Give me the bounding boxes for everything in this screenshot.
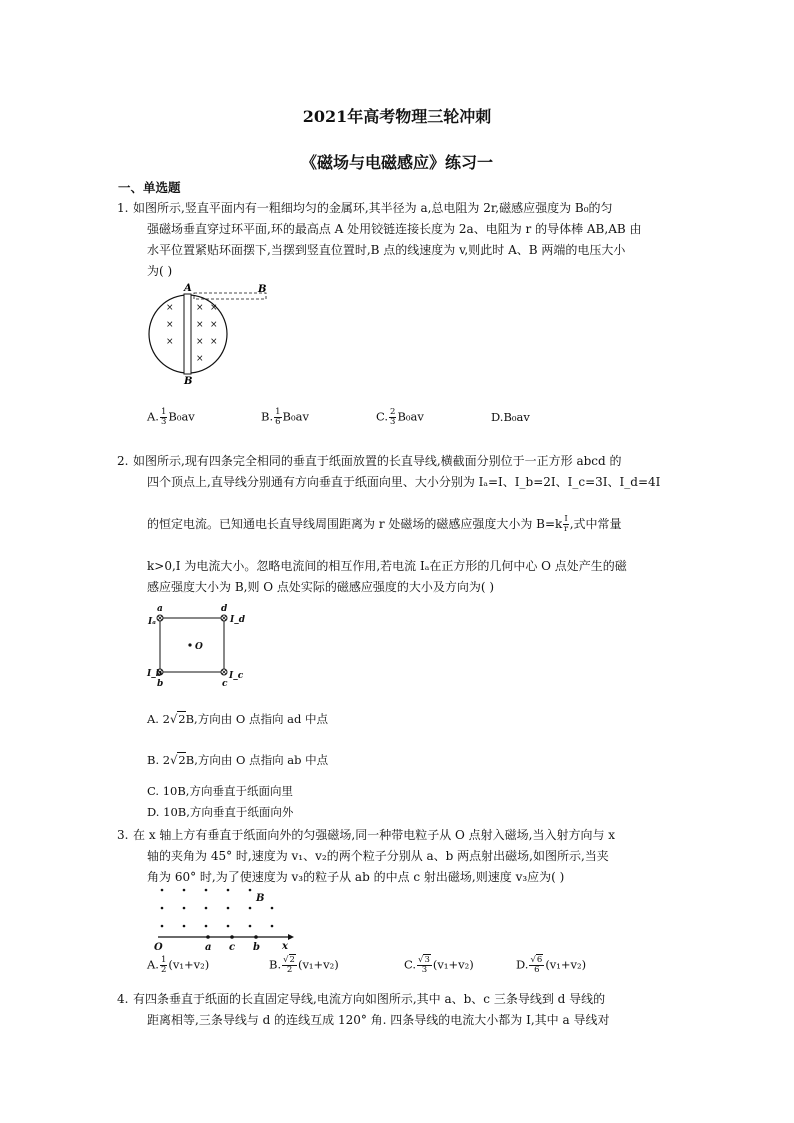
label-ia: Iₐ: [148, 617, 156, 627]
field-cross: ×: [166, 320, 174, 330]
q4-number: 4.: [117, 992, 129, 1006]
section-heading: 一、单选题: [118, 180, 181, 195]
label-b-horizontal: B: [258, 284, 267, 295]
q3-option-d: D. $\frac{√6}{6}$ (v₁+v₂): [516, 955, 587, 975]
label-b: b: [157, 679, 164, 689]
q4-line-1: 有四条垂直于纸面的长直固定导线,电流方向如图所示,其中 a、b、c 三条导线到 d 导线的: [133, 992, 606, 1006]
field-dot: [205, 925, 208, 928]
label-o: O: [154, 942, 163, 952]
label-a: a: [157, 604, 163, 614]
field-dot: [227, 889, 230, 892]
field-dot: [161, 925, 164, 928]
field-dot: [183, 925, 186, 928]
label-d: d: [221, 604, 228, 614]
q2-option-b: B. 2√2B,方向由 O 点指向 ab 中点: [147, 753, 329, 767]
page-subtitle: 《磁场与电磁感应》练习一: [300, 153, 493, 172]
label-ib: I_b: [147, 669, 163, 679]
point-b: [254, 935, 258, 939]
q1-option-c: C. $\frac{2}{3}$ B₀av: [376, 407, 424, 427]
field-cross: ×: [210, 337, 218, 347]
field-cross: ×: [166, 303, 174, 313]
label-a: A: [184, 283, 192, 294]
page-title: 2021年高考物理三轮冲刺: [302, 107, 492, 126]
q2-line-5: 感应强度大小为 B,则 O 点处实际的磁感应强度的大小及方向为( ): [147, 580, 495, 594]
point-c: [230, 935, 234, 939]
q2-option-d: D. 10B,方向垂直于纸面向外: [147, 805, 294, 819]
q1-line-2: 强磁场垂直穿过环平面,环的最高点 A 处用铰链连接长度为 2a、电阻为 r 的导体棒 AB,AB 由: [147, 222, 642, 236]
label-c: c: [229, 942, 236, 952]
field-dot: [227, 907, 230, 910]
label-ic: I_c: [229, 671, 244, 681]
q3-option-b: B. $\frac{√2}{2}$ (v₁+v₂): [269, 955, 339, 975]
rod-horizontal-position: [194, 293, 266, 299]
conductor-rod: [184, 294, 191, 374]
field-cross: ×: [196, 354, 204, 364]
label-x: x: [282, 941, 288, 952]
q2-number: 2.: [117, 454, 129, 468]
field-dot: [249, 907, 252, 910]
field-cross: ×: [210, 320, 218, 330]
label-b: b: [253, 942, 260, 952]
center-point: [188, 643, 191, 646]
field-dot: [161, 907, 164, 910]
field-cross: ×: [210, 303, 218, 313]
x-axis-arrow: [288, 934, 294, 940]
field-cross: ×: [166, 337, 174, 347]
q3-option-c: C. $\frac{√3}{3}$ (v₁+v₂): [404, 955, 474, 975]
label-b-vertical: B: [184, 376, 193, 387]
field-cross: ×: [196, 320, 204, 330]
q3-number: 3.: [117, 828, 129, 842]
q1-line-1: 如图所示,竖直平面内有一粗细均匀的金属环,其半径为 a,总电阻为 2r,磁感应强度为 B₀的匀: [133, 201, 613, 215]
q1-line-3: 水平位置紧贴环面摆下,当摆到竖直位置时,B 点的线速度为 v,则此时 A、B 两端的电压大小: [147, 243, 626, 257]
q1-number: 1.: [117, 201, 129, 215]
q3-option-a: A. $\frac{1}{2}$ (v₁+v₂): [147, 955, 210, 975]
q2-line-2: 四个顶点上,直导线分别通有方向垂直于纸面向里、大小分别为 Iₐ=I、I_b=2I、I_c=3I、I_d=4I: [147, 475, 661, 489]
field-cross: ×: [196, 303, 204, 313]
q2-line-3: 的恒定电流。已知通电长直导线周围距离为 r 处磁场的磁感应强度大小为 B=k $\frac{I}{r}$ ,式中常量: [147, 514, 622, 534]
q2-option-a: A. 2√2B,方向由 O 点指向 ad 中点: [147, 712, 328, 726]
q3-line-1: 在 x 轴上方有垂直于纸面向外的匀强磁场,同一种带电粒子从 O 点射入磁场,当入射方向与 x: [133, 828, 616, 842]
q3-field-figure: [148, 880, 298, 952]
field-dot: [249, 925, 252, 928]
q3-line-2: 轴的夹角为 45° 时,速度为 v₁、v₂的两个粒子分别从 a、b 两点射出磁场,如图所示,当夹: [147, 849, 609, 863]
q1-option-d: D.B₀av: [491, 410, 530, 424]
field-dot: [183, 889, 186, 892]
field-dot: [227, 925, 230, 928]
q2-line-4: k>0,I 为电流大小。忽略电流间的相互作用,若电流 Iₐ在正方形的几何中心 O 点处产生的磁: [147, 559, 627, 573]
q3-line-3: 角为 60° 时,为了使速度为 v₃的粒子从 ab 的中点 c 射出磁场,则速度 v₃应为( ): [147, 870, 565, 884]
field-dot: [271, 925, 274, 928]
field-dot: [271, 907, 274, 910]
q4-line-2: 距离相等,三条导线与 d 的连线互成 120° 角. 四条导线的电流大小都为 I,其中 a 导线对: [147, 1013, 610, 1027]
q1-ring-figure: [140, 280, 275, 388]
field-cross: ×: [196, 337, 204, 347]
q1-line-4: 为( ): [147, 264, 173, 278]
point-a: [206, 935, 210, 939]
label-c: c: [222, 679, 228, 689]
square-abcd: [160, 618, 224, 672]
label-o: O: [195, 642, 203, 652]
field-dot: [205, 889, 208, 892]
field-dot: [161, 889, 164, 892]
field-dot: [249, 889, 252, 892]
q2-line-1: 如图所示,现有四条完全相同的垂直于纸面放置的长直导线,横截面分别位于一正方形 abcd 的: [133, 454, 622, 468]
q1-option-a: A. $\frac{1}{3}$ B₀av: [147, 407, 195, 427]
q1-option-b: B. $\frac{1}{6}$ B₀av: [261, 407, 309, 427]
q2-square-figure: [140, 600, 250, 692]
label-a: a: [205, 942, 212, 952]
label-field-b: B: [256, 893, 265, 904]
field-dot: [205, 907, 208, 910]
q2-option-c: C. 10B,方向垂直于纸面向里: [147, 784, 293, 798]
field-dot: [183, 907, 186, 910]
label-id: I_d: [230, 615, 246, 625]
